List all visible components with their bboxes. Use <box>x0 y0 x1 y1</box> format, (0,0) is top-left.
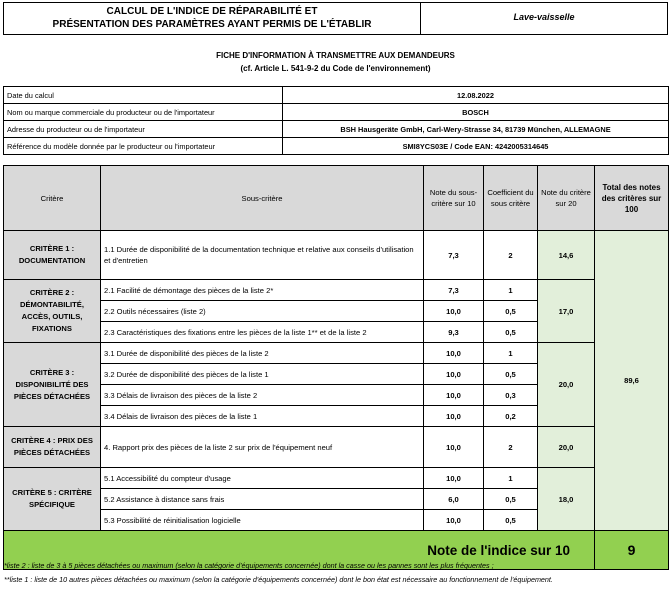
info-value: SMI8YCS03E / Code EAN: 4242005314645 <box>283 138 669 155</box>
footnote-list-1: **liste 1 : liste de 10 autres pièces détachées ou maximum (selon la catégorie d'équipements concernée) dont le bon état est nécessaire au fonctionnement de l'équipement. <box>4 575 553 584</box>
subcriterion-score: 7,3 <box>424 280 484 301</box>
report-title-line1: CALCUL DE L'INDICE DE RÉPARABILITÉ ET <box>106 6 318 17</box>
repairability-table <box>3 165 669 570</box>
criterion-1-label: CRITÈRE 1 : DOCUMENTATION <box>4 231 101 280</box>
report-title <box>4 3 421 34</box>
subcriterion-coefficient: 2 <box>484 231 538 280</box>
table-row <box>4 280 669 301</box>
subcriterion-label: 3.3 Délais de livraison des pièces de la liste 2 <box>101 385 424 406</box>
criterion-4-score: 20,0 <box>538 427 595 468</box>
criterion-3-label: CRITÈRE 3 : DISPONIBILITÉ DES PIÈCES DÉTACHÉES <box>4 343 101 427</box>
criterion-5-label: CRITÈRE 5 : CRITÈRE SPÉCIFIQUE <box>4 468 101 531</box>
subcriterion-coefficient: 1 <box>484 280 538 301</box>
info-label: Référence du modèle donnée par le producteur ou l'importateur <box>4 138 283 155</box>
subcriterion-coefficient: 0,5 <box>484 489 538 510</box>
col-header-total: Total des notes des critères sur 100 <box>595 166 669 231</box>
subcriterion-score: 6,0 <box>424 489 484 510</box>
col-header-critere: Critère <box>4 166 101 231</box>
subcriterion-score: 10,0 <box>424 510 484 531</box>
col-header-coefficient: Coefficient du sous critère <box>484 166 538 231</box>
info-value: 12.08.2022 <box>283 87 669 104</box>
subcriterion-label: 5.2 Assistance à distance sans frais <box>101 489 424 510</box>
table-row <box>4 427 669 468</box>
subcriterion-coefficient: 0,5 <box>484 322 538 343</box>
info-value: BOSCH <box>283 104 669 121</box>
criterion-2-label: CRITÈRE 2 : DÉMONTABILITÉ, ACCÈS, OUTILS, FIXATIONS <box>4 280 101 343</box>
subcriterion-coefficient: 0,5 <box>484 364 538 385</box>
info-value: BSH Hausgeräte GmbH, Carl-Wery-Strasse 34, 81739 München, ALLEMAGNE <box>283 121 669 138</box>
subcriterion-label: 5.1 Accessibilité du compteur d'usage <box>101 468 424 489</box>
subcriterion-label: 2.2 Outils nécessaires (liste 2) <box>101 301 424 322</box>
criterion-3-score: 20,0 <box>538 343 595 427</box>
report-header <box>3 2 668 35</box>
footnote-list-2: *liste 2 : liste de 3 à 5 pièces détachées ou maximum (selon la catégorie d'équipements concernée) dont la casse ou les pannes sont les plus fréquentes ; <box>4 561 494 570</box>
subcriterion-label: 1.1 Durée de disponibilité de la documentation technique et relative aux conseils d'utilisation et d'entretien <box>101 231 424 280</box>
info-label: Nom ou marque commerciale du producteur ou de l'importateur <box>4 104 283 121</box>
subcriterion-score: 10,0 <box>424 364 484 385</box>
info-row <box>4 121 669 138</box>
info-row <box>4 87 669 104</box>
subcriterion-label: 3.1 Durée de disponibilité des pièces de la liste 2 <box>101 343 424 364</box>
subcriterion-coefficient: 2 <box>484 427 538 468</box>
subcriterion-score: 9,3 <box>424 322 484 343</box>
subcriterion-coefficient: 0,5 <box>484 301 538 322</box>
subcriterion-label: 3.2 Durée de disponibilité des pièces de la liste 1 <box>101 364 424 385</box>
table-row <box>4 343 669 364</box>
info-label: Adresse du producteur ou de l'importateur <box>4 121 283 138</box>
product-category: Lave-vaisselle <box>513 12 575 22</box>
subcriterion-score: 10,0 <box>424 301 484 322</box>
subcriterion-label: 5.3 Possibilité de réinitialisation logicielle <box>101 510 424 531</box>
criterion-2-score: 17,0 <box>538 280 595 343</box>
subcriterion-label: 3.4 Délais de livraison des pièces de la liste 1 <box>101 406 424 427</box>
subcriterion-coefficient: 0,3 <box>484 385 538 406</box>
table-row <box>4 468 669 489</box>
subcriterion-label: 2.1 Facilité de démontage des pièces de la liste 2* <box>101 280 424 301</box>
info-row <box>4 138 669 155</box>
subcriterion-score: 7,3 <box>424 231 484 280</box>
criterion-4-label: CRITÈRE 4 : PRIX DES PIÈCES DÉTACHÉES <box>4 427 101 468</box>
total-score: 89,6 <box>595 231 669 531</box>
subcriterion-score: 10,0 <box>424 468 484 489</box>
table-header-row <box>4 166 669 231</box>
col-header-note-sous-critere: Note du sous-critère sur 10 <box>424 166 484 231</box>
subcriterion-label: 4. Rapport prix des pièces de la liste 2 sur prix de l'équipement neuf <box>101 427 424 468</box>
index-score: 9 <box>595 531 669 570</box>
index-label: Note de l'indice sur 10 <box>4 531 595 570</box>
info-table <box>3 86 669 155</box>
col-header-sous-critere: Sous-critère <box>101 166 424 231</box>
subcriterion-coefficient: 1 <box>484 468 538 489</box>
fiche-title: FICHE D'INFORMATION À TRANSMETTRE AUX DEMANDEURS <box>216 51 455 60</box>
fiche-subtitle: (cf. Article L. 541-9-2 du Code de l'environnement) <box>240 64 431 73</box>
table-row <box>4 231 669 280</box>
report-title-line2: PRÉSENTATION DES PARAMÈTRES AYANT PERMIS DE L'ÉTABLIR <box>52 19 372 30</box>
subcriterion-score: 10,0 <box>424 385 484 406</box>
col-header-note-critere: Note du critère sur 20 <box>538 166 595 231</box>
criterion-5-score: 18,0 <box>538 468 595 531</box>
subcriterion-coefficient: 1 <box>484 343 538 364</box>
info-label: Date du calcul <box>4 87 283 104</box>
subcriterion-score: 10,0 <box>424 406 484 427</box>
subcriterion-score: 10,0 <box>424 343 484 364</box>
criterion-1-score: 14,6 <box>538 231 595 280</box>
subcriterion-score: 10,0 <box>424 427 484 468</box>
subcriterion-label: 2.3 Caractéristiques des fixations entre les pièces de la liste 1** et de la liste 2 <box>101 322 424 343</box>
subcriterion-coefficient: 0,2 <box>484 406 538 427</box>
subcriterion-coefficient: 0,5 <box>484 510 538 531</box>
info-row <box>4 104 669 121</box>
